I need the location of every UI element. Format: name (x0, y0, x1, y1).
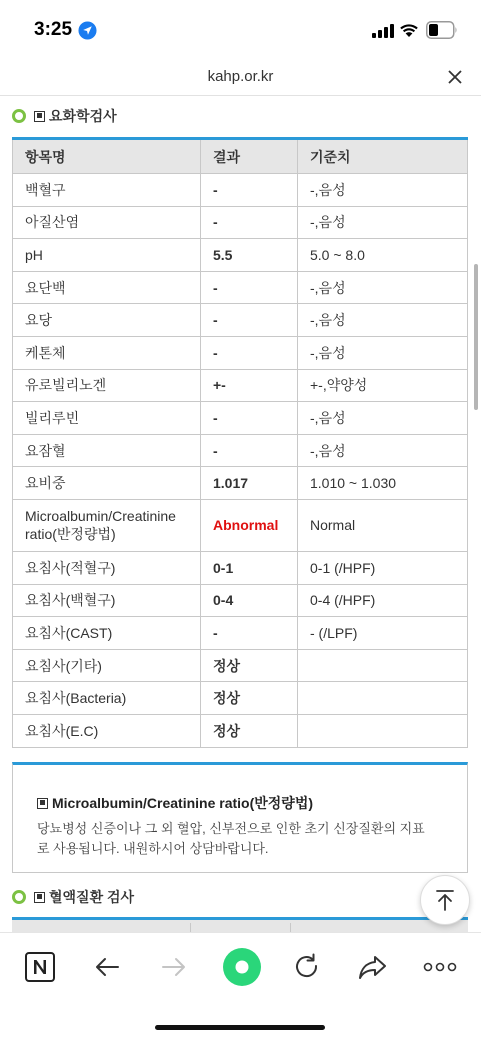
more-dots-icon (423, 962, 457, 972)
browser-toolbar (0, 932, 481, 1040)
item-name: 요침사(백혈구) (13, 584, 201, 617)
status-time: 3:25 (34, 19, 73, 40)
table-row (13, 402, 468, 435)
share-arrow-icon (358, 953, 388, 981)
section-title-urine-chem (12, 106, 117, 126)
location-arrow-icon (78, 21, 97, 40)
close-icon[interactable] (446, 68, 464, 86)
green-circle-icon (222, 947, 262, 987)
wifi-icon (399, 22, 419, 38)
header-result: 결과 (201, 139, 298, 174)
page-scrollbar[interactable] (474, 264, 478, 410)
item-name: 요침사(적혈구) (13, 551, 201, 584)
more-button[interactable] (420, 947, 460, 987)
status-bar (0, 0, 481, 58)
item-reference (298, 714, 468, 747)
share-button[interactable] (353, 947, 393, 987)
item-reference: -,음성 (298, 336, 468, 369)
naver-n-icon (25, 952, 55, 982)
header-item-name: 항목명 (13, 139, 201, 174)
item-reference: 0-4 (/HPF) (298, 584, 468, 617)
item-reference: -,음성 (298, 271, 468, 304)
item-reference: -,음성 (298, 304, 468, 337)
forward-button[interactable] (154, 947, 194, 987)
arrow-right-icon (160, 953, 188, 981)
item-reference (298, 682, 468, 715)
note-line2: 로 사용됩니다. 내원하시어 상담바랍니다. (37, 841, 269, 857)
item-result: 1.017 (201, 467, 298, 500)
item-name: 요침사(Bacteria) (13, 682, 201, 715)
item-name (13, 499, 201, 551)
refresh-button[interactable] (287, 947, 327, 987)
item-name: 케톤체 (13, 336, 201, 369)
item-name: 요비중 (13, 467, 201, 500)
item-result: 정상 (201, 682, 298, 715)
item-reference: -,음성 (298, 174, 468, 207)
item-result: - (201, 434, 298, 467)
table-row (13, 174, 468, 207)
back-button[interactable] (87, 947, 127, 987)
table-row (13, 239, 468, 272)
item-result: 0-4 (201, 584, 298, 617)
square-bullet-icon (34, 892, 45, 903)
item-name: 요침사(E.C) (13, 714, 201, 747)
item-name: 요침사(CAST) (13, 617, 201, 650)
refresh-icon (293, 953, 321, 981)
note-box (12, 762, 468, 873)
item-result: - (201, 617, 298, 650)
item-name: 아질산염 (13, 206, 201, 239)
table-row (13, 617, 468, 650)
item-reference: - (/LPF) (298, 617, 468, 650)
item-result-abnormal: Abnormal (201, 499, 298, 551)
item-name: 백혈구 (13, 174, 201, 207)
item-result: 5.5 (201, 239, 298, 272)
cellular-signal-icon (372, 24, 394, 38)
section-title-text: 요화학검사 (49, 108, 117, 124)
table-row (13, 714, 468, 747)
note-line1: 당뇨병성 신증이나 그 외 혈압, 신부전으로 인한 초기 신장질환의 지표 (37, 821, 425, 836)
square-bullet-icon (34, 111, 45, 122)
item-result: - (201, 402, 298, 435)
url-text[interactable]: kahp.or.kr (207, 68, 274, 85)
item-result: +- (201, 369, 298, 402)
table-row (13, 551, 468, 584)
item-reference (298, 649, 468, 682)
item-reference: -,음성 (298, 206, 468, 239)
item-name-line1: Microalbumin/Creatinine (25, 508, 176, 525)
table-row (13, 206, 468, 239)
scroll-to-top-button[interactable] (420, 875, 470, 925)
item-name: 요단백 (13, 271, 201, 304)
item-name: 빌리루빈 (13, 402, 201, 435)
browser-url-bar[interactable] (0, 58, 481, 96)
table-row (13, 434, 468, 467)
square-bullet-icon (37, 798, 48, 809)
table-row (13, 649, 468, 682)
item-result: 0-1 (201, 551, 298, 584)
item-result: - (201, 271, 298, 304)
item-reference: +-,약양성 (298, 369, 468, 402)
item-result: 정상 (201, 714, 298, 747)
item-reference: 5.0 ~ 8.0 (298, 239, 468, 272)
table-header-row (13, 139, 468, 174)
item-name-line2: ratio(반정량법) (25, 526, 116, 543)
table-row (13, 336, 468, 369)
table-row (13, 369, 468, 402)
section-title-text: 혈액질환 검사 (49, 889, 135, 905)
item-reference: -,음성 (298, 434, 468, 467)
note-body (37, 819, 443, 859)
table-row (13, 271, 468, 304)
section-title-blood-disease (12, 887, 134, 907)
green-ring-icon (12, 890, 26, 904)
table-row (13, 467, 468, 500)
item-name: 유로빌리노겐 (13, 369, 201, 402)
header-reference: 기준치 (298, 139, 468, 174)
table-row (13, 304, 468, 337)
item-name: 요당 (13, 304, 201, 337)
table-row (13, 499, 468, 551)
arrow-up-icon (433, 888, 457, 912)
naver-home-button[interactable] (20, 947, 60, 987)
item-name: pH (13, 239, 201, 272)
item-reference: 1.010 ~ 1.030 (298, 467, 468, 500)
item-result: - (201, 206, 298, 239)
item-name: 요침사(기타) (13, 649, 201, 682)
green-dot-button[interactable] (220, 945, 264, 989)
urine-chem-table (12, 137, 468, 748)
item-reference: Normal (298, 499, 468, 551)
item-result: - (201, 336, 298, 369)
item-reference: 0-1 (/HPF) (298, 551, 468, 584)
green-ring-icon (12, 109, 26, 123)
home-indicator (155, 1025, 325, 1030)
arrow-left-icon (93, 953, 121, 981)
item-result: 정상 (201, 649, 298, 682)
item-result: - (201, 304, 298, 337)
item-reference: -,음성 (298, 402, 468, 435)
note-title (37, 793, 443, 813)
battery-icon (426, 21, 458, 39)
note-title-text: Microalbumin/Creatinine ratio(반정량법) (52, 795, 314, 811)
table-row (13, 584, 468, 617)
item-name: 요잠혈 (13, 434, 201, 467)
item-result: - (201, 174, 298, 207)
table-row (13, 682, 468, 715)
